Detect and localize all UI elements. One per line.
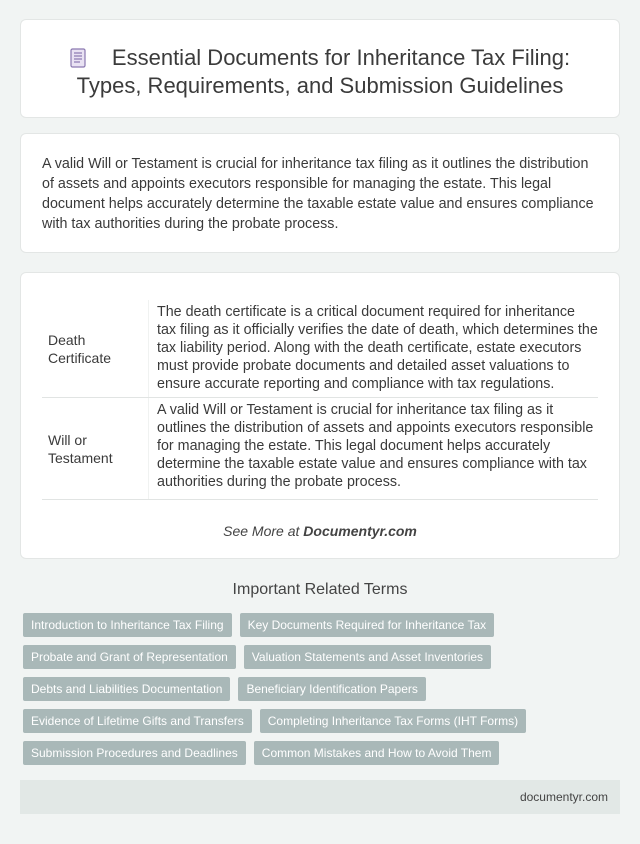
related-term-tag[interactable]: Completing Inheritance Tax Forms (IHT Forms)	[260, 709, 526, 733]
title-line-2: Types, Requirements, and Submission Guidelines	[76, 73, 564, 98]
related-term-tag[interactable]: Submission Procedures and Deadlines	[23, 741, 246, 765]
see-more-prefix: See More at	[223, 523, 300, 539]
document-table-card	[20, 272, 620, 559]
row-description: The death certificate is a critical document required for inheritance tax filing as it officially verifies the date of death, which determines the tax liability period. Along with the death certificate, estate executors must provide probate documents and detailed asset valuations to ensure accurate reporting and compliance with tax regulations.	[157, 304, 598, 392]
related-term-tag[interactable]: Evidence of Lifetime Gifts and Transfers	[23, 709, 252, 733]
page-title	[21, 44, 619, 100]
row-label: Will or Testament	[42, 398, 149, 499]
title-card	[20, 19, 620, 118]
footer	[20, 780, 620, 814]
related-term-tag[interactable]: Probate and Grant of Representation	[23, 645, 236, 669]
see-more-link[interactable]	[21, 523, 619, 539]
related-terms-heading: Important Related Terms	[232, 581, 408, 598]
see-more-site[interactable]: Documentyr.com	[303, 523, 417, 539]
row-label: Death Certificate	[42, 300, 149, 397]
related-term-tag[interactable]: Beneficiary Identification Papers	[238, 677, 425, 701]
related-term-tag[interactable]: Common Mistakes and How to Avoid Them	[254, 741, 500, 765]
related-terms-list	[23, 613, 623, 773]
intro-card	[20, 133, 620, 253]
related-term-tag[interactable]: Debts and Liabilities Documentation	[23, 677, 230, 701]
table-row	[42, 300, 598, 398]
row-description: A valid Will or Testament is crucial for inheritance tax filing as it outlines the distribution of assets and appoints executors responsible for managing the estate. This legal document helps accurately determine the taxable estate value and ensures compliance with tax authorities during the probate process.	[157, 402, 594, 490]
related-term-tag[interactable]: Key Documents Required for Inheritance Tax	[240, 613, 495, 637]
related-term-tag[interactable]: Valuation Statements and Asset Inventories	[244, 645, 491, 669]
related-term-tag[interactable]: Introduction to Inheritance Tax Filing	[23, 613, 232, 637]
title-line-1: Essential Documents for Inheritance Tax Filing:	[111, 45, 571, 70]
footer-site-link[interactable]: documentyr.com	[519, 790, 608, 804]
document-icon	[70, 48, 86, 68]
table-row	[42, 398, 598, 500]
intro-paragraph: A valid Will or Testament is crucial for inheritance tax filing as it outlines the distribution of assets and appoints executors responsible for managing the estate. This legal document helps accurately determine the taxable estate value and ensures compliance with tax authorities during the probate process.	[42, 156, 594, 232]
